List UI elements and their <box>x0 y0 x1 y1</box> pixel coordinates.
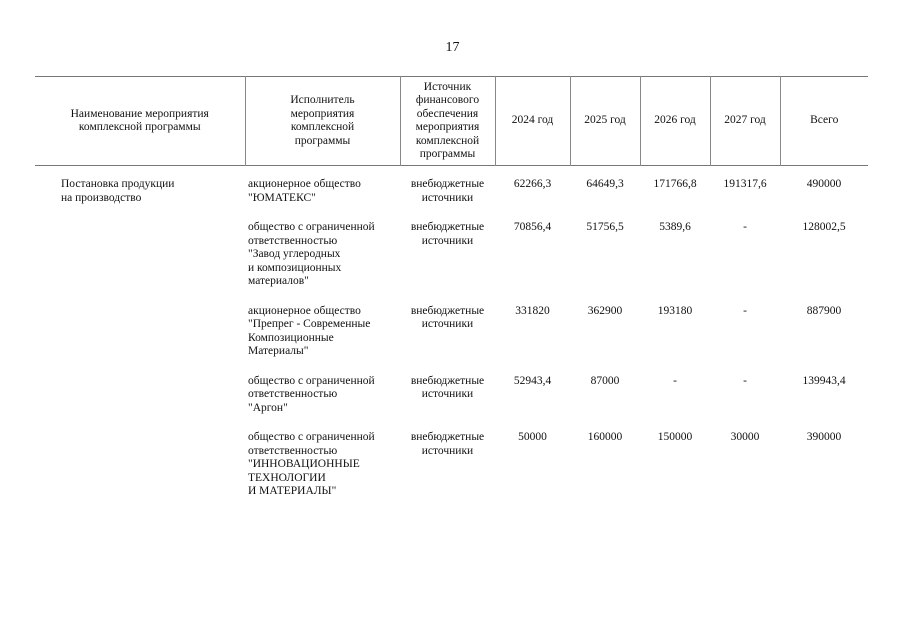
funding-source-line: внебюджетные <box>410 178 485 190</box>
funding-source-line: внебюджетные <box>410 304 485 317</box>
executor-cell <box>245 221 400 305</box>
activity-name-line: на производство <box>61 191 142 204</box>
funding-source-line: внебюджетные <box>410 431 485 443</box>
executor-line: общество с ограниченной <box>248 221 375 233</box>
value-2026-cell: 150000 <box>657 431 693 443</box>
page-number: 17 <box>445 40 460 55</box>
activity-name-line: Постановка продукции <box>61 178 175 190</box>
executor-line: ответственностью <box>248 388 338 400</box>
value-2025-cell: 87000 <box>590 374 620 387</box>
funding-source-line: внебюджетные <box>410 374 485 387</box>
activity-name-cell <box>35 305 245 375</box>
executor-line: "ИННОВАЦИОННЫЕ <box>248 458 360 470</box>
executor-line: Материалы" <box>248 345 309 357</box>
value-2027-cell: - <box>743 304 747 317</box>
executor-line: акционерное общество <box>248 304 361 317</box>
header-total: Всего <box>780 77 868 166</box>
value-total-cell: 390000 <box>806 431 842 443</box>
value-total-cell: 887900 <box>806 304 842 317</box>
header-executor: Исполнитель мероприятия комплексной программы <box>245 77 400 166</box>
table-row <box>35 305 868 375</box>
table-row <box>35 166 868 222</box>
executor-line: общество с ограниченной <box>248 374 375 387</box>
header-source: Источник финансового обеспечения мероприятия комплексной программы <box>400 77 495 166</box>
value-total-cell: 139943,4 <box>802 374 846 387</box>
value-2024-cell: 70856,4 <box>513 221 552 233</box>
executor-line: "Аргон" <box>248 401 288 414</box>
funding-source-line: источники <box>421 234 474 247</box>
value-total-cell: 128002,5 <box>802 221 846 233</box>
activity-name-cell <box>35 375 245 432</box>
value-2027-cell: - <box>743 221 747 233</box>
value-2026-cell: 171766,8 <box>653 178 697 190</box>
value-2024-cell: 331820 <box>515 304 550 317</box>
value-2027-cell: 30000 <box>730 431 760 443</box>
executor-line: "Завод углеродных <box>248 248 341 260</box>
table-body <box>35 166 868 515</box>
executor-line: ТЕХНОЛОГИИ <box>248 471 326 484</box>
table-row <box>35 221 868 305</box>
value-2024-cell: 52943,4 <box>513 374 552 387</box>
executor-line: материалов" <box>248 275 309 287</box>
value-2025-cell: 160000 <box>587 431 623 443</box>
header-2025: 2025 год <box>570 77 640 166</box>
funding-source-cell <box>400 375 495 432</box>
executor-cell <box>245 166 400 222</box>
funding-source-cell <box>400 431 495 515</box>
funding-source-line: источники <box>421 191 474 204</box>
value-2024-cell: 50000 <box>518 431 547 443</box>
value-2026-cell: 5389,6 <box>659 221 691 233</box>
value-2026-cell: 193180 <box>657 304 693 317</box>
header-2024: 2024 год <box>495 77 570 166</box>
executor-cell <box>245 375 400 432</box>
value-2025-cell: 362900 <box>587 304 623 317</box>
value-2025-cell: 64649,3 <box>586 178 624 190</box>
value-2025-cell: 51756,5 <box>586 221 624 233</box>
value-total-cell: 490000 <box>806 178 842 190</box>
header-2026: 2026 год <box>640 77 710 166</box>
funding-source-line: источники <box>421 318 474 330</box>
value-2024-cell: 62266,3 <box>513 178 552 190</box>
funding-source-cell <box>400 221 495 305</box>
header-2027: 2027 год <box>710 77 780 166</box>
funding-source-line: источники <box>421 444 474 457</box>
funding-source-cell <box>400 305 495 375</box>
value-2027-cell: 191317,6 <box>723 178 767 190</box>
funding-source-line: внебюджетные <box>410 221 485 233</box>
executor-line: общество с ограниченной <box>248 431 375 443</box>
executor-line: Композиционные <box>248 331 334 344</box>
funding-source-line: источники <box>421 388 474 400</box>
executor-line: И МАТЕРИАЛЫ" <box>248 485 337 497</box>
executor-line: акционерное общество <box>248 178 361 190</box>
executor-line: ответственностью <box>248 444 338 457</box>
executor-cell <box>245 431 400 515</box>
funding-source-cell <box>400 166 495 222</box>
table-header-row <box>35 77 868 166</box>
executor-line: ответственностью <box>248 234 338 247</box>
header-activity: Наименование мероприятия комплексной программы <box>70 107 209 133</box>
activity-name-cell <box>35 431 245 515</box>
value-2027-cell: - <box>743 374 747 387</box>
executor-cell <box>245 305 400 375</box>
value-2026-cell: - <box>673 374 677 387</box>
program-funding-table <box>35 76 868 515</box>
executor-line: и композиционных <box>248 261 342 274</box>
executor-line: "Препрег - Современные <box>248 318 371 330</box>
table-row <box>35 431 868 515</box>
table-row <box>35 375 868 432</box>
activity-name-cell <box>35 221 245 305</box>
activity-name-cell <box>35 166 245 222</box>
executor-line: "ЮМАТЕКС" <box>248 191 316 204</box>
